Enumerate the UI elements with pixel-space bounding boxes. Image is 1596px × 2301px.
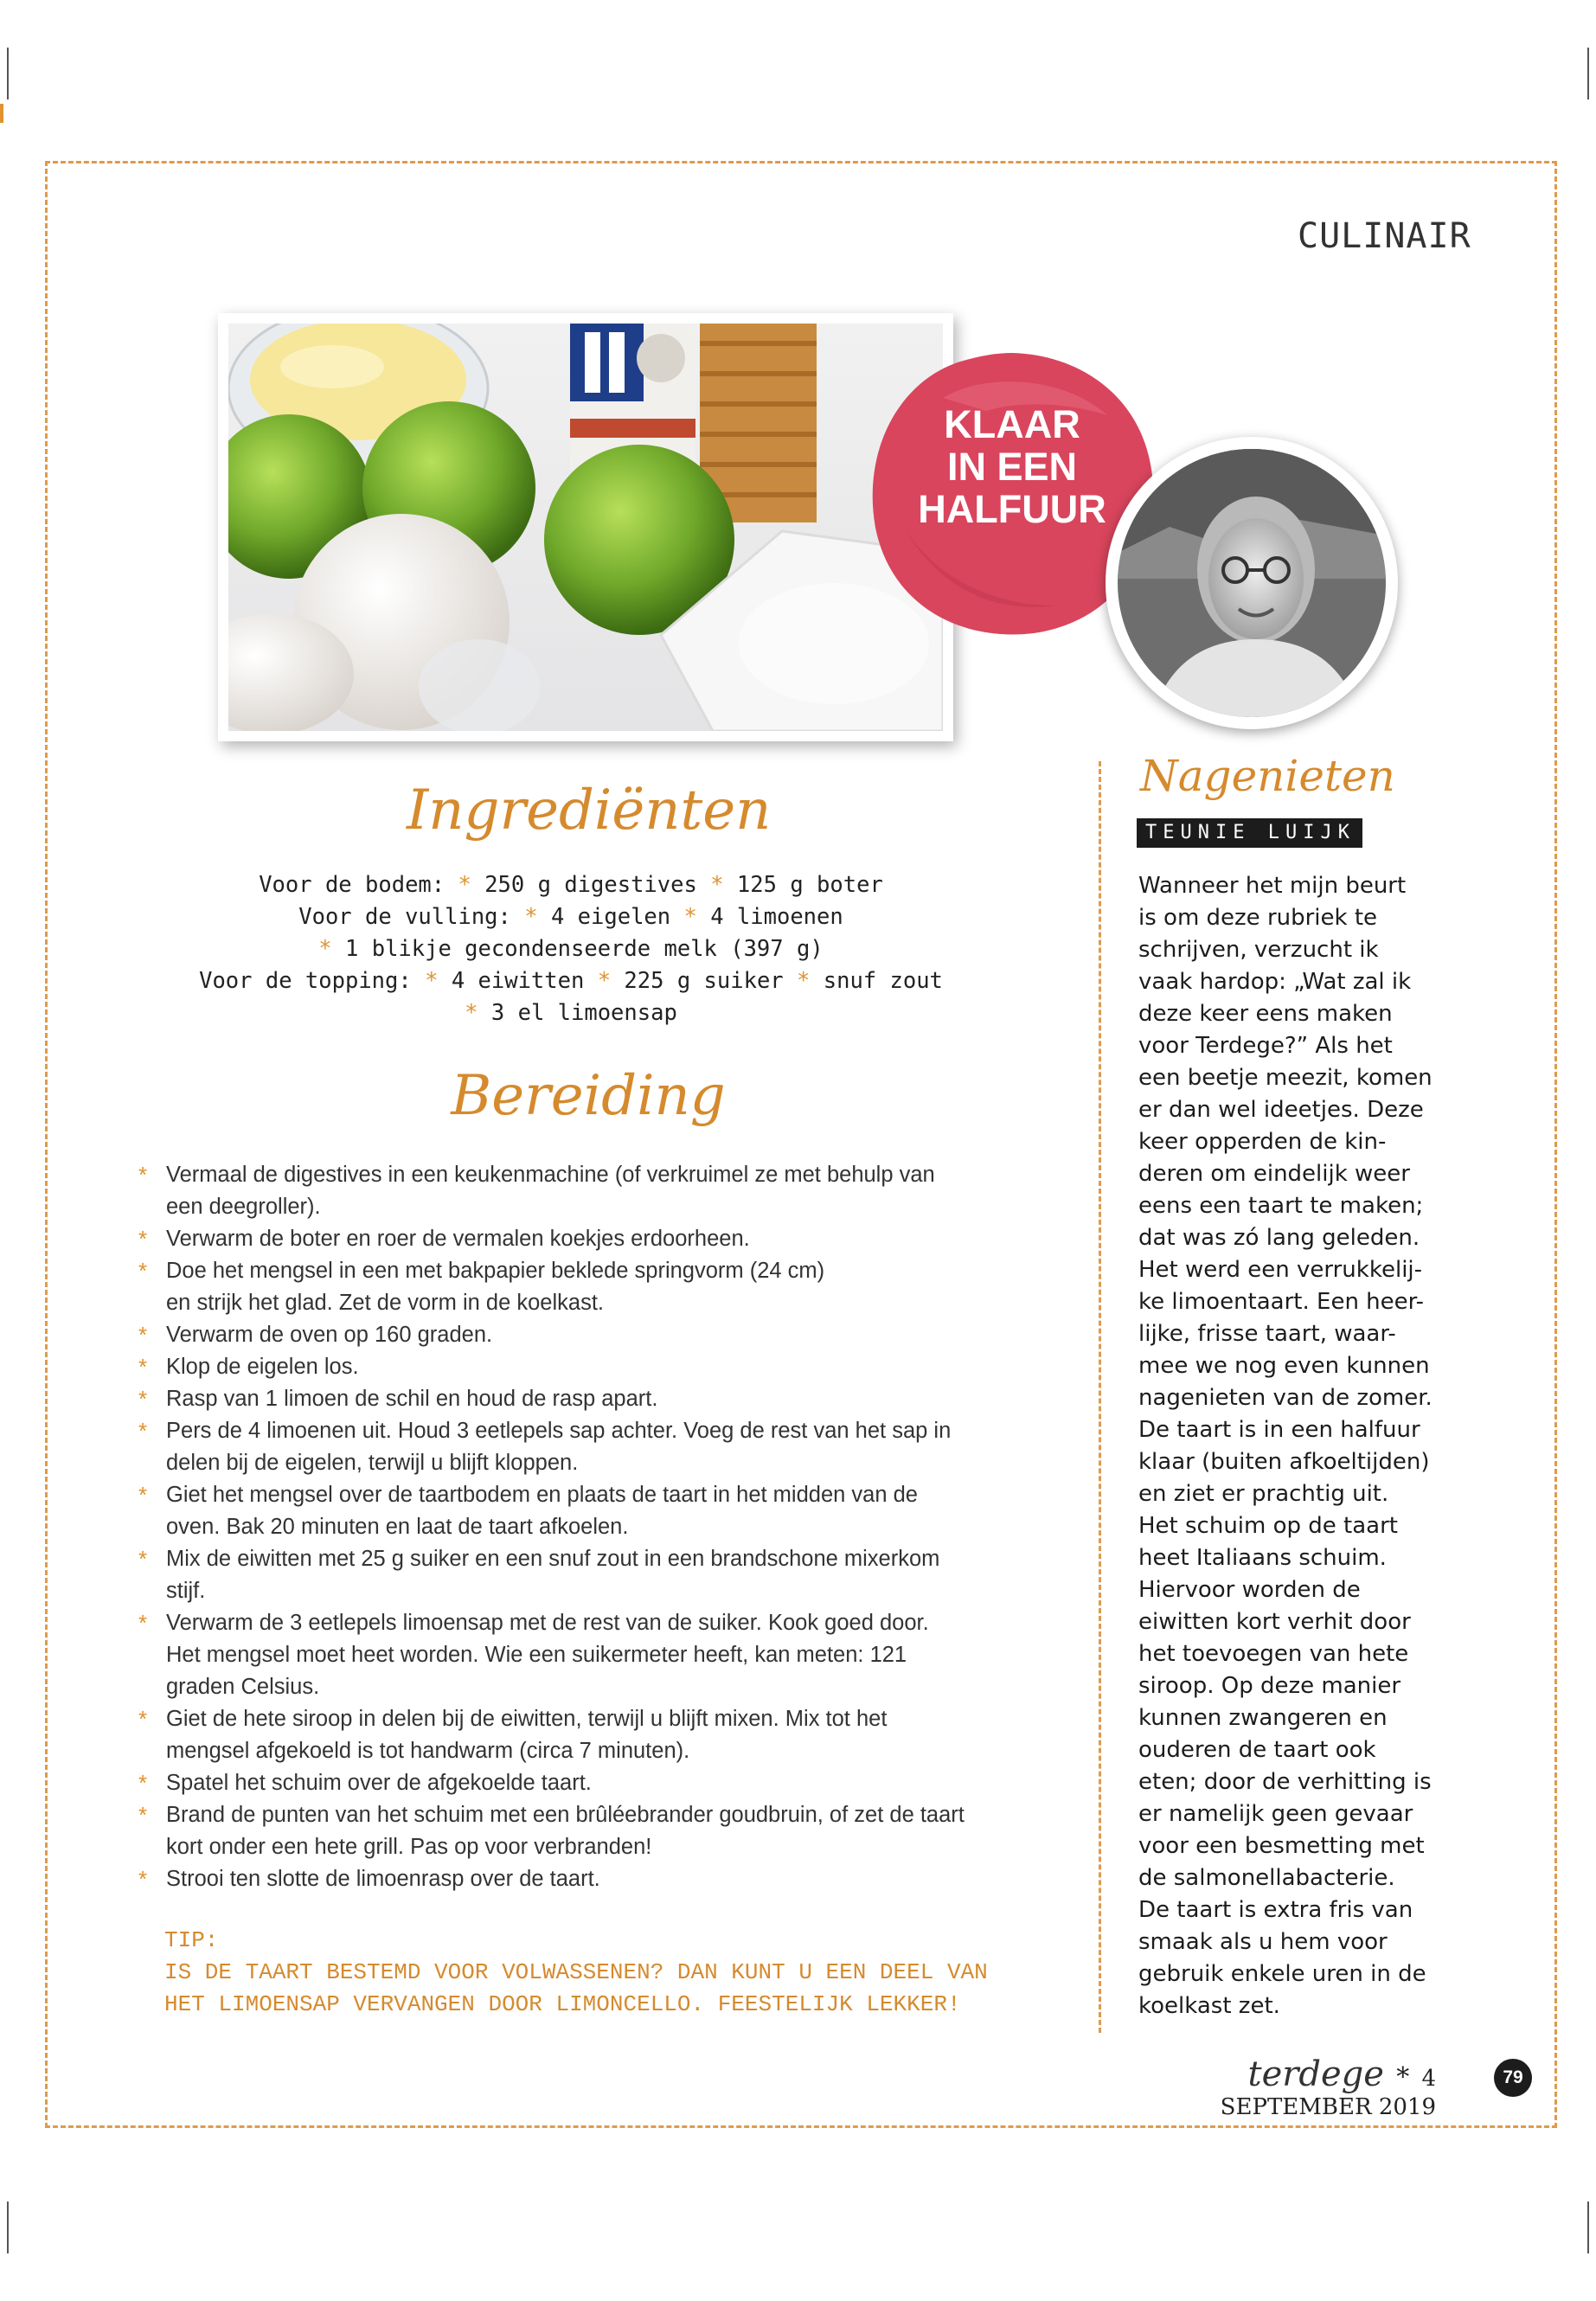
ingredients-list — [156, 869, 986, 1029]
ingredient-separator: * — [318, 936, 346, 962]
step-bullet: * — [138, 1386, 148, 1412]
ingredient-text: 250 g digestives — [484, 872, 711, 898]
column-line: de salmonellabacterie. — [1138, 1865, 1395, 1891]
preparation-step — [138, 1799, 1047, 1863]
ingredients-photo-image — [228, 324, 943, 731]
column-line: De taart is in een halfuur — [1138, 1417, 1420, 1443]
ingredient-separator: * — [524, 904, 551, 930]
step-text: Klop de eigelen los. — [166, 1355, 359, 1379]
step-text: Het mengsel moet heet worden. Wie een suikermeter heeft, kan meten: 121 — [166, 1643, 907, 1667]
step-text: Vermaal de digestives in een keukenmachine (of verkruimel ze met behulp van — [166, 1163, 935, 1187]
column-line: gebruik enkele uren in de — [1138, 1961, 1426, 1987]
ingredient-separator: * — [465, 1000, 491, 1026]
ingredient-text: 1 blikje gecondenseerde melk (397 g) — [345, 936, 824, 962]
step-text: mengsel afgekoeld is tot handwarm (circa 7 minuten). — [166, 1739, 690, 1763]
preparation-step — [138, 1223, 1047, 1255]
step-text: Rasp van 1 limoen de schil en houd de rasp apart. — [166, 1387, 658, 1411]
badge-text — [891, 403, 1133, 530]
step-text: Giet de hete siroop in delen bij de eiwitten, terwijl u blijft mixen. Mix tot het — [166, 1707, 888, 1731]
crop-mark — [7, 48, 9, 99]
step-text: Brand de punten van het schuim met een brûléebrander goudbruin, of zet de taart — [166, 1803, 965, 1827]
preparation-steps — [138, 1159, 1047, 1895]
step-bullet: * — [138, 1258, 148, 1284]
badge-line: IN EEN — [946, 445, 1078, 489]
column-line: Het werd een verrukkelij- — [1138, 1257, 1423, 1283]
badge-line: KLAAR — [944, 402, 1080, 446]
ingredients-photo — [218, 313, 953, 741]
column-line: kunnen zwangeren en — [1138, 1705, 1388, 1731]
ingredient-line — [156, 997, 986, 1029]
ingredient-text: 125 g boter — [736, 872, 883, 898]
ingredient-text: Voor de vulling: — [298, 904, 525, 930]
ingredient-separator: * — [425, 968, 452, 994]
step-bullet: * — [138, 1162, 148, 1188]
ingredient-line — [156, 933, 986, 965]
ingredient-line — [156, 965, 986, 997]
column-line: eens een taart te maken; — [1138, 1193, 1424, 1219]
preparation-step — [138, 1255, 1047, 1319]
step-bullet: * — [138, 1226, 148, 1252]
tip-label: TIP: — [164, 1927, 219, 1953]
column-line: vaak hardop: „Wat zal ik — [1138, 969, 1412, 995]
ingredient-separator: * — [597, 968, 625, 994]
preparation-step — [138, 1383, 1047, 1415]
step-text: Spatel het schuim over de afgekoelde taart. — [166, 1771, 592, 1795]
ingredient-text: Voor de bodem: — [259, 872, 458, 898]
column-line: schrijven, verzucht ik — [1138, 937, 1379, 963]
preparation-step — [138, 1543, 1047, 1607]
crop-mark — [7, 2202, 9, 2253]
column-line: deze keer eens maken — [1138, 1001, 1393, 1027]
column-line: eten; door de verhitting is — [1138, 1769, 1432, 1795]
preparation-heading: Bereiding — [451, 1064, 726, 1128]
column-line: keer opperden de kin- — [1138, 1129, 1387, 1155]
tip-line: IS DE TAART BESTEMD VOOR VOLWASSENEN? DAN KUNT U EEN DEEL VAN — [164, 1959, 988, 1985]
ingredient-text: snuf zout — [823, 968, 943, 994]
column-line: en ziet er prachtig uit. — [1138, 1481, 1389, 1507]
column-line: voor een besmetting met — [1138, 1833, 1425, 1859]
column-body — [1138, 870, 1441, 2022]
preparation-step — [138, 1703, 1047, 1767]
preparation-step — [138, 1767, 1047, 1799]
column-line: Hiervoor worden de — [1138, 1577, 1361, 1603]
step-text: delen bij de eigelen, terwijl u blijft kloppen. — [166, 1451, 579, 1475]
ingredient-line — [156, 901, 986, 933]
column-line: klaar (buiten afkoeltijden) — [1138, 1449, 1430, 1475]
crop-mark — [1587, 2202, 1589, 2253]
column-line: er dan wel ideetjes. Deze — [1138, 1097, 1424, 1123]
step-bullet: * — [138, 1482, 148, 1508]
ingredient-line — [156, 869, 986, 901]
ingredient-separator: * — [458, 872, 485, 898]
column-line: het toevoegen van hete — [1138, 1641, 1409, 1667]
author-portrait-image — [1118, 449, 1386, 717]
ingredient-text: 4 limoenen — [710, 904, 843, 930]
tip-box — [164, 1925, 1038, 2021]
page-number: 79 — [1494, 2059, 1532, 2097]
column-line: heet Italiaans schuim. — [1138, 1545, 1387, 1571]
step-bullet: * — [138, 1866, 148, 1892]
column-line: siroop. Op deze manier — [1138, 1673, 1401, 1699]
badge-line: HALFUUR — [918, 487, 1106, 531]
step-bullet: * — [138, 1706, 148, 1732]
step-bullet: * — [138, 1802, 148, 1828]
column-line: is om deze rubriek te — [1138, 905, 1378, 931]
column-line: er namelijk geen gevaar — [1138, 1801, 1413, 1827]
column-line: smaak als u hem voor — [1138, 1929, 1388, 1955]
step-bullet: * — [138, 1546, 148, 1572]
crop-mark — [1587, 48, 1589, 99]
tip-line: HET LIMOENSAP VERVANGEN DOOR LIMONCELLO. FEESTELIJK LEKKER! — [164, 1991, 961, 2017]
step-text: Verwarm de boter en roer de vermalen koekjes erdoorheen. — [166, 1227, 750, 1251]
ingredient-text: 4 eiwitten — [451, 968, 598, 994]
issue-date: 4 SEPTEMBER 2019 — [1220, 2066, 1436, 2120]
preparation-step — [138, 1415, 1047, 1479]
ingredient-text: 3 el limoensap — [490, 1000, 677, 1026]
magazine-brand: terdege — [1247, 2054, 1384, 2094]
step-bullet: * — [138, 1354, 148, 1380]
step-text: een deegroller). — [166, 1195, 321, 1219]
column-line: De taart is extra fris van — [1138, 1897, 1413, 1923]
step-bullet: * — [138, 1610, 148, 1636]
ingredients-heading: Ingrediënten — [407, 779, 772, 843]
footer-separator: * — [1396, 2062, 1410, 2093]
column-line: dat was zó lang geleden. — [1138, 1225, 1420, 1251]
ingredient-text: 225 g suiker — [624, 968, 798, 994]
column-line: nagenieten van de zomer. — [1138, 1385, 1433, 1411]
step-text: stijf. — [166, 1579, 206, 1603]
step-text: Verwarm de 3 eetlepels limoensap met de rest van de suiker. Kook goed door. — [166, 1611, 929, 1635]
column-line: ouderen de taart ook — [1138, 1737, 1376, 1763]
preparation-step — [138, 1479, 1047, 1543]
step-bullet: * — [138, 1418, 148, 1444]
column-line: koelkast zet. — [1138, 1993, 1280, 2019]
column-line: ke limoentaart. Een heer- — [1138, 1289, 1425, 1315]
column-line: voor Terdege?” Als het — [1138, 1033, 1393, 1059]
column-divider — [1099, 761, 1101, 2033]
step-text: kort onder een hete grill. Pas op voor verbranden! — [166, 1835, 652, 1859]
step-text: Doe het mengsel in een met bakpapier beklede springvorm (24 cm) — [166, 1259, 825, 1283]
author-portrait — [1106, 437, 1398, 729]
step-text: Verwarm de oven op 160 graden. — [166, 1323, 493, 1347]
preparation-step — [138, 1607, 1047, 1703]
preparation-step — [138, 1351, 1047, 1383]
step-bullet: * — [138, 1770, 148, 1796]
ingredient-text: 4 eigelen — [550, 904, 684, 930]
step-bullet: * — [138, 1322, 148, 1348]
author-name: TEUNIE LUIJK — [1137, 818, 1362, 848]
column-line: mee we nog even kunnen — [1138, 1353, 1430, 1379]
ingredient-text: Voor de topping: — [199, 968, 426, 994]
step-text: en strijk het glad. Zet de vorm in de koelkast. — [166, 1291, 604, 1315]
column-line: Wanneer het mijn beurt — [1138, 873, 1407, 899]
step-text: Pers de 4 limoenen uit. Houd 3 eetlepels sap achter. Voeg de rest van het sap in — [166, 1419, 952, 1443]
column-line: deren om eindelijk weer — [1138, 1161, 1410, 1187]
step-text: Mix de eiwitten met 25 g suiker en een snuf zout in een brandschone mixerkom — [166, 1547, 940, 1571]
ingredient-separator: * — [710, 872, 737, 898]
step-text: Giet het mengsel over de taartbodem en plaats de taart in het midden van de — [166, 1483, 918, 1507]
ingredient-separator: * — [683, 904, 711, 930]
preparation-step — [138, 1319, 1047, 1351]
crop-mark — [0, 104, 3, 123]
preparation-step — [138, 1863, 1047, 1895]
section-label: CULINAIR — [1298, 216, 1471, 256]
page-footer — [1090, 2054, 1436, 2120]
ingredient-separator: * — [797, 968, 824, 994]
column-title: Nagenieten — [1140, 751, 1395, 801]
step-text: Strooi ten slotte de limoenrasp over de taart. — [166, 1867, 600, 1891]
column-line: een beetje meezit, komen — [1138, 1065, 1433, 1091]
step-text: oven. Bak 20 minuten en laat de taart afkoelen. — [166, 1515, 629, 1539]
column-line: eiwitten kort verhit door — [1138, 1609, 1411, 1635]
column-line: lijke, frisse taart, waar- — [1138, 1321, 1396, 1347]
preparation-step — [138, 1159, 1047, 1223]
column-line: Het schuim op de taart — [1138, 1513, 1399, 1539]
step-text: graden Celsius. — [166, 1675, 320, 1699]
